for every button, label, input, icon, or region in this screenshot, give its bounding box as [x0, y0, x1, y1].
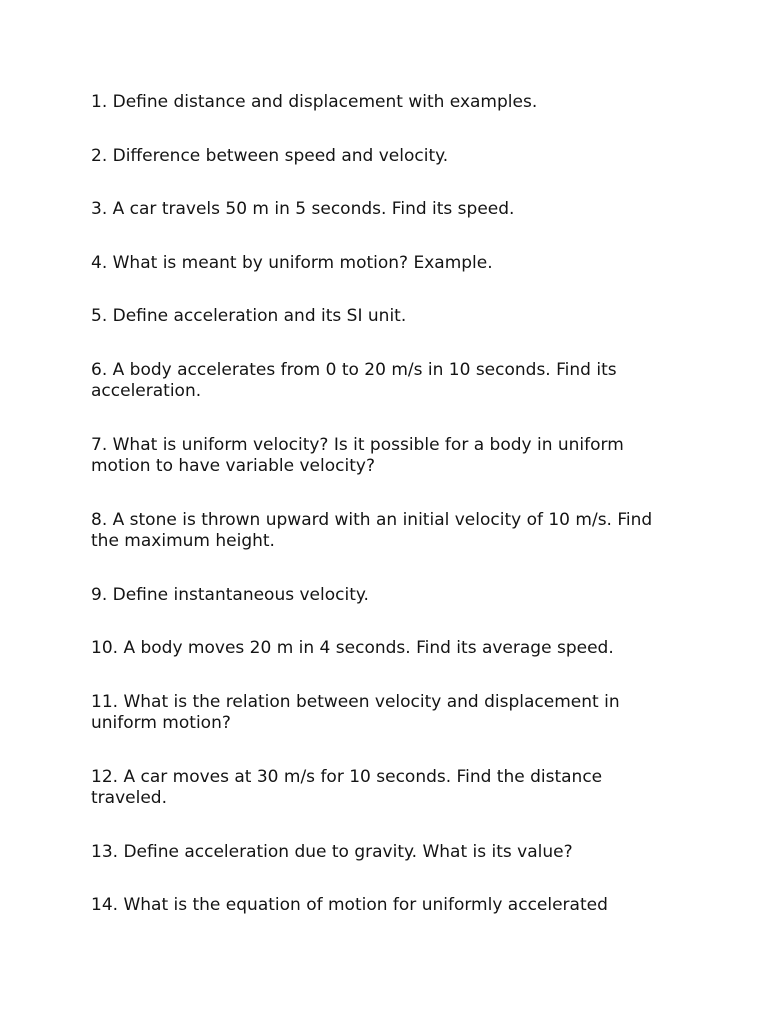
question-11: 11. What is the relation between velocity and displacement in uniform motion? [91, 691, 620, 733]
question-13: 13. Define acceleration due to gravity. What is its value? [91, 841, 573, 862]
question-2: 2. Difference between speed and velocity. [91, 145, 449, 166]
question-14: 14. What is the equation of motion for uniformly accelerated [91, 895, 608, 915]
question-3: 3. A car travels 50 m in 5 seconds. Find its speed. [91, 199, 515, 219]
question-6: 6. A body accelerates from 0 to 20 m/s in 10 seconds. Find its acceleration. [91, 359, 617, 401]
question-4: 4. What is meant by uniform motion? Example. [91, 252, 493, 273]
question-5: 5. Define acceleration and its SI unit. [91, 306, 407, 326]
question-7: 7. What is uniform velocity? Is it possible for a body in uniform motion to have variable velocity? [91, 434, 624, 476]
question-12: 12. A car moves at 30 m/s for 10 seconds. Find the distance traveled. [91, 766, 603, 808]
question-9: 9. Define instantaneous velocity. [91, 584, 369, 605]
question-1: 1. Define distance and displacement with examples. [91, 92, 538, 112]
question-list [91, 92, 681, 949]
question-10: 10. A body moves 20 m in 4 seconds. Find its average speed. [91, 638, 614, 658]
question-8: 8. A stone is thrown upward with an initial velocity of 10 m/s. Find the maximum height. [91, 509, 653, 551]
